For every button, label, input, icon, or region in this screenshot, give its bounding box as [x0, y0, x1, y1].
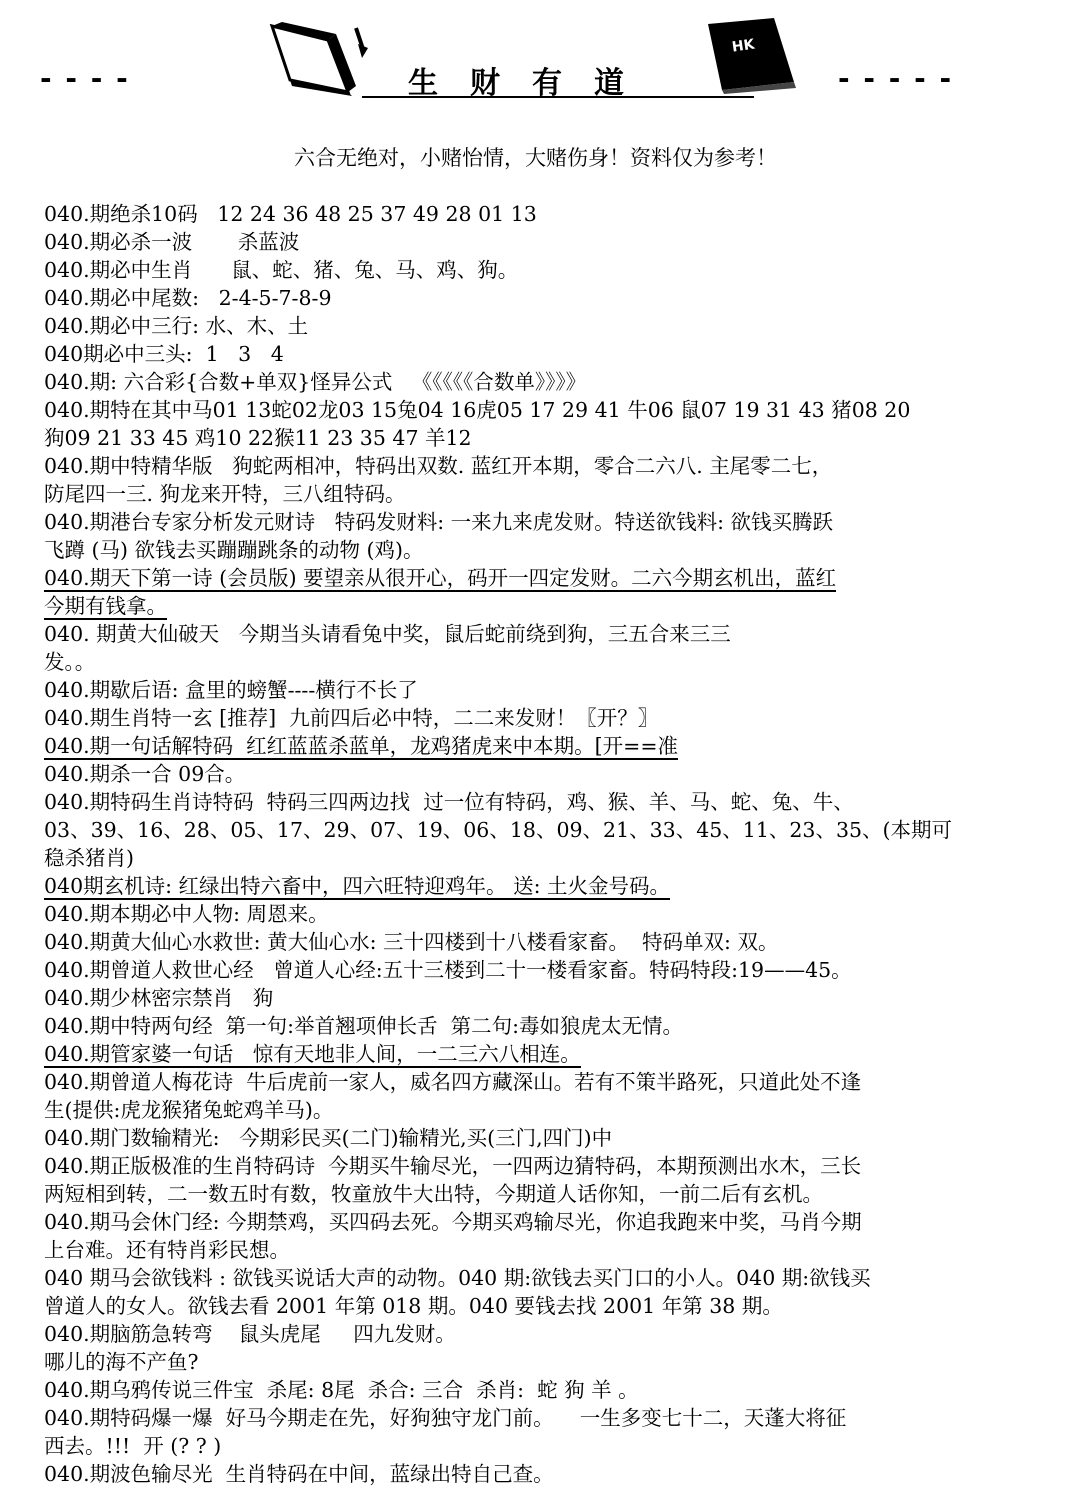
text-line — [44, 788, 1044, 816]
open-book-icon — [262, 18, 372, 98]
text-line — [44, 984, 1044, 1012]
page-title: 生财有道 — [408, 66, 656, 101]
text-line — [44, 704, 1044, 732]
text-line — [44, 900, 1044, 928]
text-line-content: 西去。!!! 开 (? ? ) — [44, 1434, 222, 1458]
text-line — [44, 256, 1044, 284]
text-line-content: 040.期中特精华版 狗蛇两相冲，特码出双数. 蓝红开本期，零合二六八. 主尾零二七， — [44, 454, 833, 478]
text-line — [44, 1180, 1044, 1208]
text-line — [44, 592, 1044, 620]
text-line-content: 040.期少林密宗禁肖 狗 — [44, 986, 274, 1010]
text-line — [44, 1376, 1044, 1404]
text-line — [44, 1292, 1044, 1320]
text-line — [44, 564, 1044, 592]
content-lines — [44, 200, 1044, 1488]
text-line — [44, 536, 1044, 564]
text-line-content: 040.期必中生肖 鼠、蛇、猪、兔、马、鸡、狗。 — [44, 258, 519, 282]
text-line-content: 040.期中特两句经 第一句:举首翘项伸长舌 第二句:毒如狼虎太无情。 — [44, 1014, 684, 1038]
text-line — [44, 872, 1044, 900]
text-line — [44, 508, 1044, 536]
text-line-content: 040期必中三头: 1 3 4 — [44, 342, 284, 366]
text-line-content: 040.期歇后语: 盒里的螃蟹----横行不长了 — [44, 678, 418, 702]
text-line-content: 040期玄机诗: 红绿出特六畜中，四六旺特迎鸡年。 送: 土火金号码。 — [44, 874, 670, 898]
text-line-content: 040.期乌鸦传说三件宝 杀尾: 8尾 杀合: 三合 杀肖: 蛇 狗 羊 。 — [44, 1378, 639, 1402]
text-line — [44, 1404, 1044, 1432]
text-line — [44, 1012, 1044, 1040]
text-line-content: 040.期本期必中人物: 周恩来。 — [44, 902, 329, 926]
text-line — [44, 1432, 1044, 1460]
text-line-content: 飞蹲 (马) 欲钱去买蹦蹦跳条的动物 (鸡)。 — [44, 538, 424, 562]
text-line-content: 稳杀猪肖) — [44, 846, 134, 870]
text-line — [44, 676, 1044, 704]
text-line — [44, 956, 1044, 984]
text-line — [44, 1236, 1044, 1264]
text-line-content: 03、39、16、28、05、17、29、07、19、06、18、09、21、33、45、11、23、35、(本期可 — [44, 818, 953, 842]
text-line — [44, 1068, 1044, 1096]
text-line-content: 哪儿的海不产鱼? — [44, 1350, 199, 1374]
text-line-content: 040.期天下第一诗 (会员版) 要望亲从很开心，码开一四定发财。二六今期玄机出，蓝红 — [44, 566, 837, 590]
text-line-content: 040.期正版极准的生肖特码诗 今期买牛输尽光，一四两边猜特码，本期预测出水木，三长 — [44, 1154, 862, 1178]
text-line — [44, 228, 1044, 256]
text-line-content: 040.期脑筋急转弯 鼠头虎尾 四九发财。 — [44, 1322, 456, 1346]
text-line-content: 040. 期黄大仙破天 今期当头请看兔中奖，鼠后蛇前绕到狗，三五合来三三 — [44, 622, 731, 646]
text-line-content: 今期有钱拿。 — [44, 594, 167, 618]
text-line-content: 040.期门数输精光: 今期彩民买(二门)输精光,买(三门,四门)中 — [44, 1126, 613, 1150]
text-line-content: 曾道人的女人。欲钱去看 2001 年第 018 期。040 要钱去找 2001 年第 38 期。 — [44, 1294, 783, 1318]
text-line-content: 040.期曾道人梅花诗 牛后虎前一家人，威名四方藏深山。若有不策半路死，只道此处不逢 — [44, 1070, 862, 1094]
text-line — [44, 340, 1044, 368]
text-line — [44, 1152, 1044, 1180]
disclaimer: 六合无绝对，小赌怡情，大赌伤身！资料仅为参考！ — [294, 146, 777, 170]
text-line-content: 040.期特码生肖诗特码 特码三四两边找 过一位有特码，鸡、猴、羊、马、蛇、兔、牛、 — [44, 790, 854, 814]
closed-book-icon — [704, 16, 799, 94]
text-line — [44, 284, 1044, 312]
text-line — [44, 1208, 1044, 1236]
text-line — [44, 1264, 1044, 1292]
text-line-content: 040.期曾道人救世心经 曾道人心经:五十三楼到二十一楼看家畜。特码特段:19——45。 — [44, 958, 852, 982]
text-line-content: 040.期杀一合 09合。 — [44, 762, 246, 786]
text-line-content: 040.期: 六合彩{合数+单双}怪异公式 《《《《《合数单》》》》 — [44, 370, 587, 394]
header-dashes-right: - - - - - — [838, 62, 954, 95]
text-line — [44, 312, 1044, 340]
text-line-content: 生(提供:虎龙猴猪兔蛇鸡羊马)。 — [44, 1098, 334, 1122]
text-line-content: 040.期生肖特一玄 [推荐] 九前四后必中特，二二来发财！〖开？〗 — [44, 706, 659, 730]
header — [0, 0, 1071, 125]
text-line-content: 040.期必杀一波 杀蓝波 — [44, 230, 300, 254]
book-label: HK — [731, 36, 756, 56]
text-line-content: 040.期港台专家分析发元财诗 特码发财料: 一来九来虎发财。特送欲钱料: 欲钱买腾跃 — [44, 510, 834, 534]
text-line — [44, 648, 1044, 676]
text-line-content: 两短相到转，二一数五时有数，牧童放牛大出特，今期道人话你知，一前二后有玄机。 — [44, 1182, 823, 1206]
text-line — [44, 200, 1044, 228]
text-line — [44, 1320, 1044, 1348]
text-line — [44, 928, 1044, 956]
text-line — [44, 732, 1044, 760]
text-line — [44, 452, 1044, 480]
text-line — [44, 844, 1044, 872]
text-line — [44, 1460, 1044, 1488]
text-line-content: 040.期波色输尽光 生肖特码在中间，蓝绿出特自己查。 — [44, 1462, 554, 1486]
text-line-content: 防尾四一三. 狗龙来开特，三八组特码。 — [44, 482, 406, 506]
text-line-content: 040 期马会欲钱料 : 欲钱买说话大声的动物。040 期:欲钱去买门口的小人。040 期:欲钱买 — [44, 1266, 871, 1290]
text-line-content: 040.期特码爆一爆 好马今期走在先，好狗独守龙门前。 一生多变七十二，天蓬大将征 — [44, 1406, 847, 1430]
text-line-content: 040.期管家婆一句话 惊有天地非人间，一二三六八相连。 — [44, 1042, 581, 1066]
text-line-content: 狗09 21 33 45 鸡10 22猴11 23 35 47 羊12 — [44, 426, 472, 450]
text-line — [44, 760, 1044, 788]
text-line — [44, 1348, 1044, 1376]
text-line-content: 发。。 — [44, 650, 96, 674]
text-line — [44, 368, 1044, 396]
header-rule — [362, 96, 754, 98]
text-line — [44, 1040, 1044, 1068]
text-line-content: 040.期黄大仙心水救世: 黄大仙心水: 三十四楼到十八楼看家畜。 特码单双: 双。 — [44, 930, 779, 954]
text-line-content: 上台难。还有特肖彩民想。 — [44, 1238, 290, 1262]
text-line — [44, 424, 1044, 452]
text-line — [44, 1096, 1044, 1124]
text-line-content: 040.期绝杀10码 12 24 36 48 25 37 49 28 01 13 — [44, 202, 537, 226]
text-line — [44, 816, 1044, 844]
text-line-content: 040.期必中三行: 水、木、土 — [44, 314, 309, 338]
header-dashes-left: - - - - — [40, 62, 130, 95]
text-line — [44, 1124, 1044, 1152]
text-line-content: 040.期一句话解特码 红红蓝蓝杀蓝单，龙鸡猪虎来中本期。[开==准 — [44, 734, 679, 758]
text-line — [44, 480, 1044, 508]
text-line-content: 040.期马会休门经: 今期禁鸡，买四码去死。今期买鸡输尽光，你追我跑来中奖，马肖今期 — [44, 1210, 862, 1234]
text-line-content: 040.期特在其中马01 13蛇02龙03 15兔04 16虎05 17 29 41 牛06 鼠07 19 31 43 猪08 20 — [44, 398, 911, 422]
text-line — [44, 620, 1044, 648]
text-line-content: 040.期必中尾数: 2-4-5-7-8-9 — [44, 286, 332, 310]
text-line — [44, 396, 1044, 424]
